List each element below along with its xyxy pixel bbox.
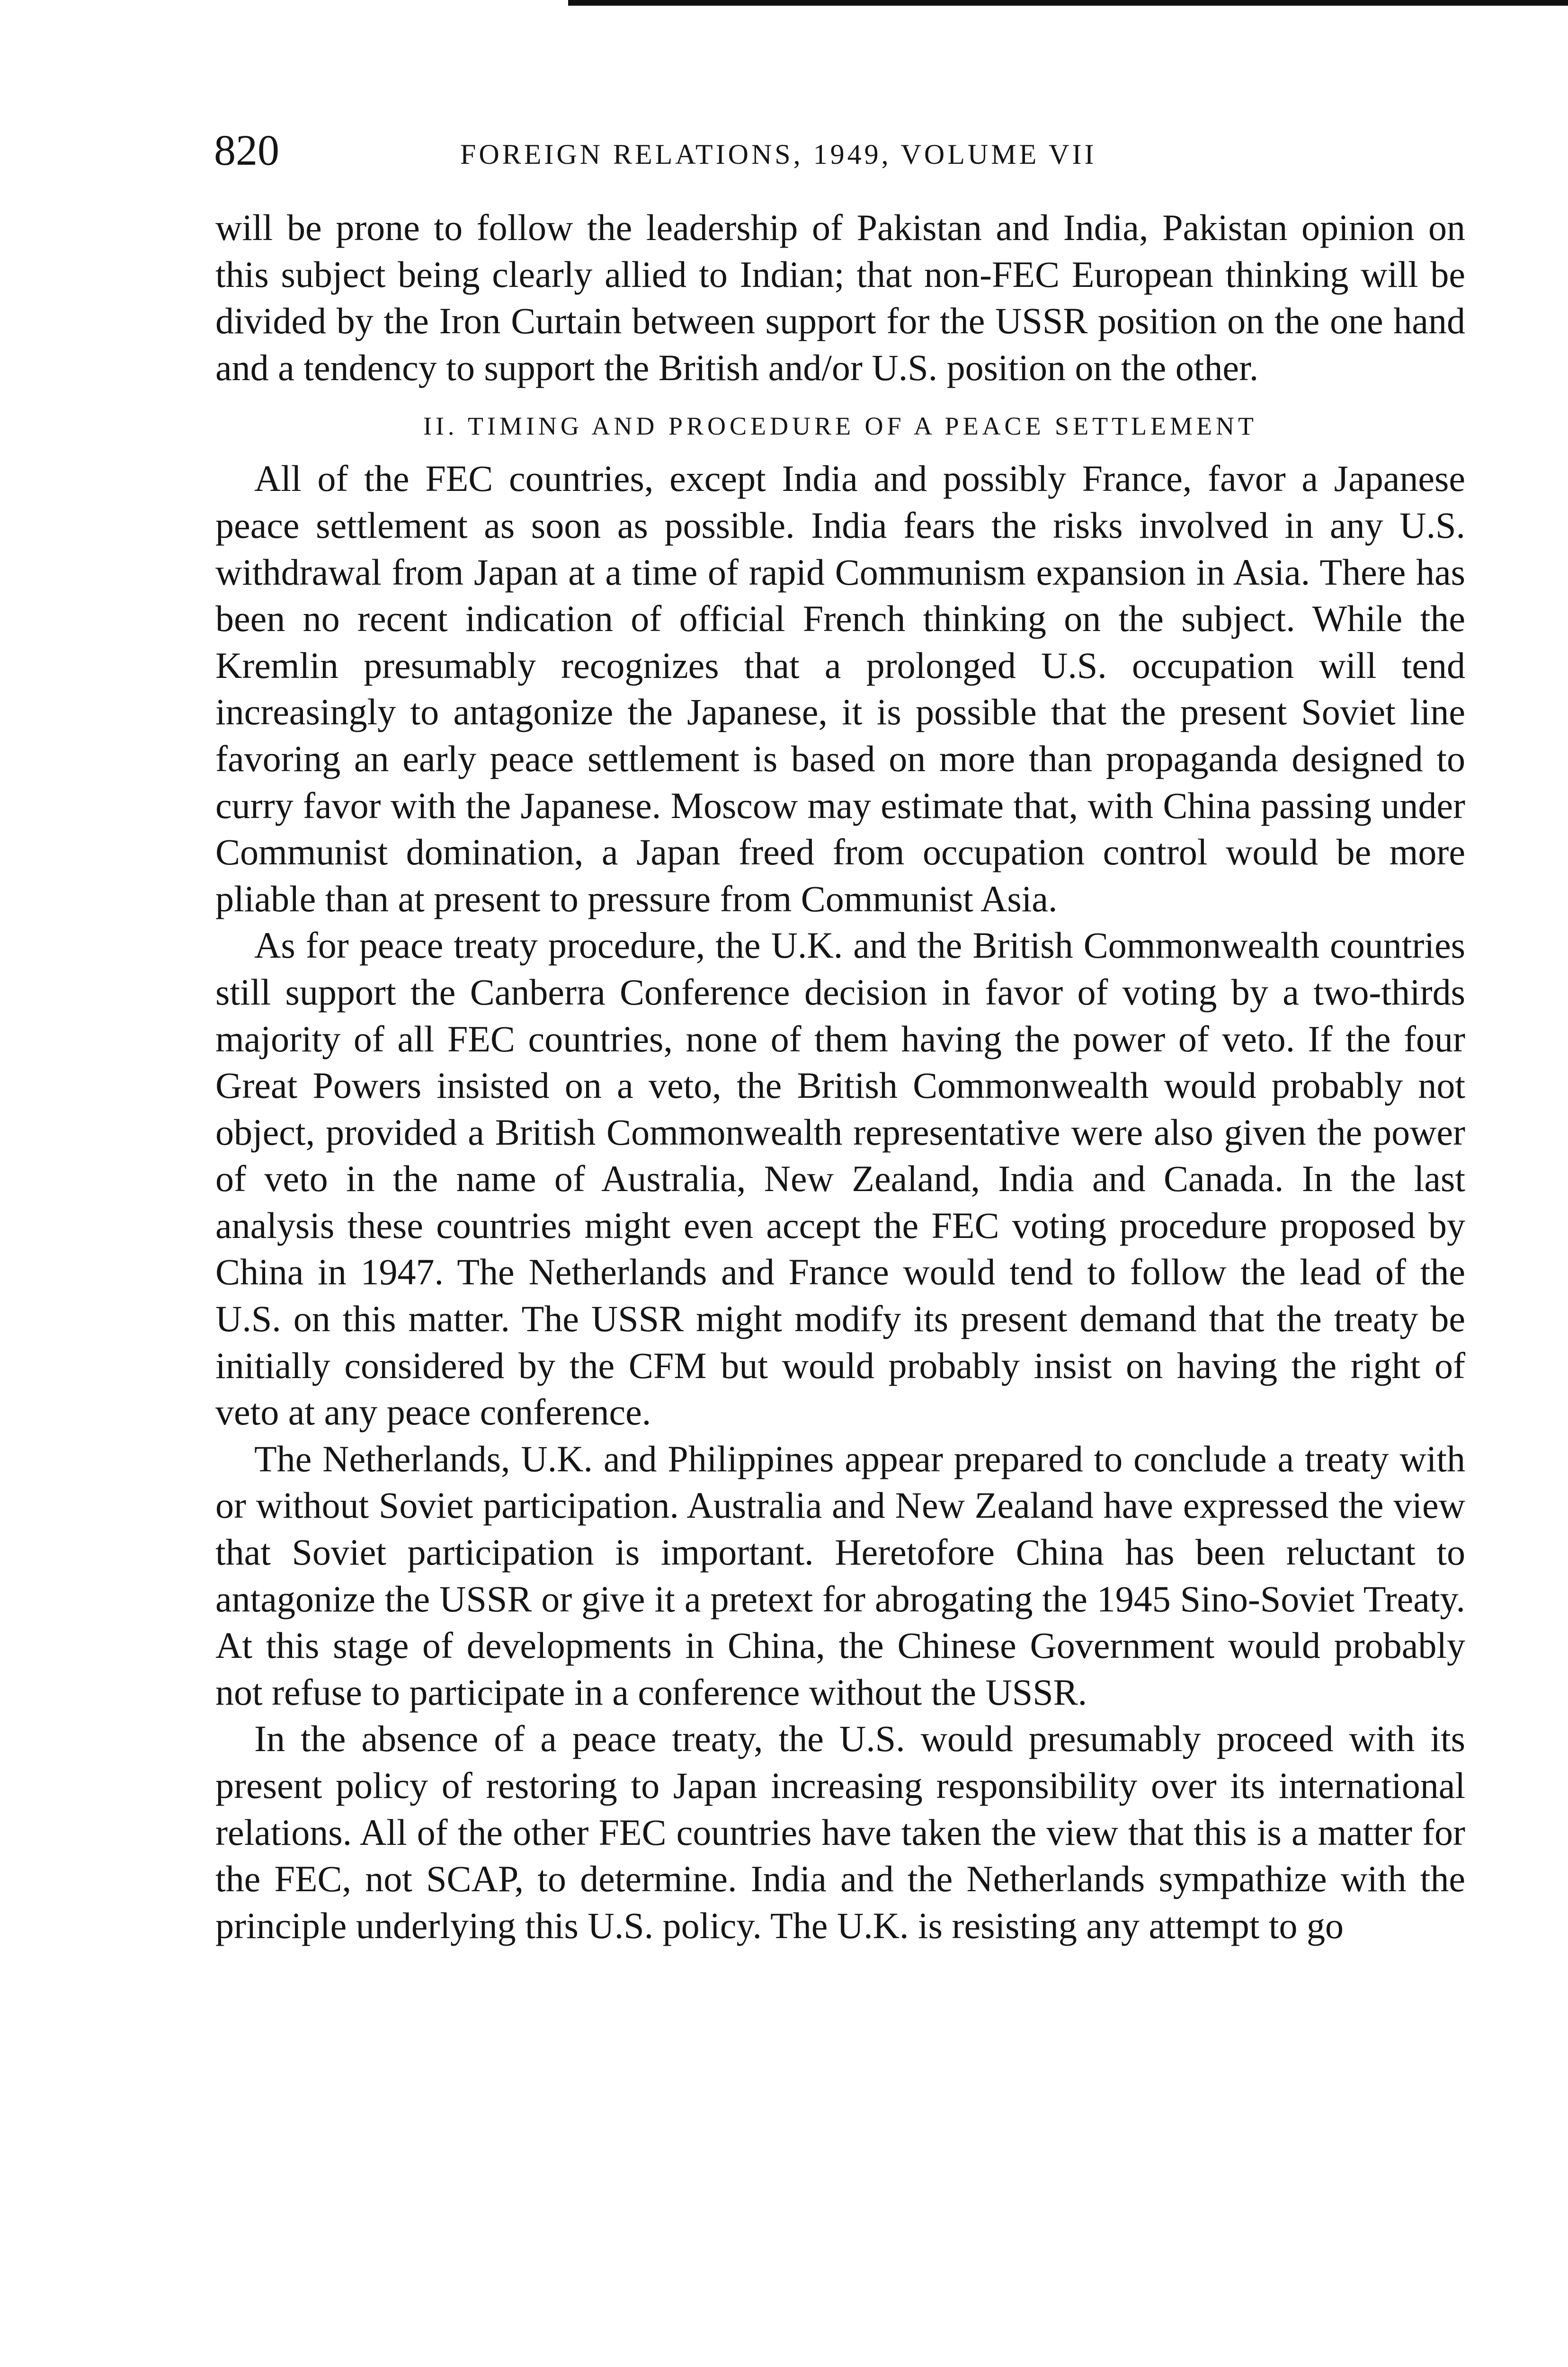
continuation-paragraph: will be prone to follow the leadership of Pakistan and India, Pakistan opinion on this subject being clearly allied to Indian; that non-FEC European thinking will be divided by the Iron Curtain between support for the USSR position on the one hand and a tendency to support the British and/or U.S. position on the other. [215,207,1465,388]
paragraph-timing: All of the FEC countries, except India and possibly France, favor a Japanese peace settlement as soon as possible. India fears the risks involved in any U.S. withdrawal from Japan at a time of rapid Communism expansion in Asia. There has been no recent indication of official French thinking on the subject. While the Kremlin presumably recognizes that a prolonged U.S. occupation will tend increasingly to antagonize the Japanese, it is possible that the present Soviet line favoring an early peace settlement is based on more than propaganda designed to curry favor with the Japanese. Moscow may estimate that, with China passing under Communist domination, a Japan freed from occupation control would be more pliable than at present to pressure from Communist Asia. [215,458,1465,919]
running-title: FOREIGN RELATIONS, 1949, VOLUME VII [460,139,1097,170]
paragraph-treaty-procedure: As for peace treaty procedure, the U.K. and the British Commonwealth countries still support the Canberra Conference decision in favor of voting by a two-thirds majority of all FEC countries, none of them having the power of veto. If the four Great Powers insisted on a veto, the British Commonwealth would probably not object, provided a British Commonwealth representative were also given the power of veto in the name of Australia, New Zealand, India and Canada. In the last analysis these countries might even accept the FEC voting procedure proposed by China in 1947. The Netherlands and France would tend to follow the lead of the U.S. on this matter. The USSR might modify its present demand that the treaty be initially considered by the CFM but would probably insist on having the right of veto at any peace conference. [215,925,1465,1433]
top-edge-rule [568,0,1568,6]
page-number: 820 [214,126,279,174]
paragraph-absence-of-treaty: In the absence of a peace treaty, the U.S. would presumably proceed with its present policy of restoring to Japan increasing responsibility over its international relations. All of the other FEC countries have taken the view that this is a matter for the FEC, not SCAP, to determine. India and the Netherlands sympathize with the principle underlying this U.S. policy. The U.K. is resisting any attempt to go [215,1718,1465,1946]
page-header [214,124,1469,181]
section-heading: II. TIMING AND PROCEDURE OF A PEACE SETTLEMENT [423,412,1258,441]
paragraph-soviet-participation: The Netherlands, U.K. and Philippines appear prepared to conclude a treaty with or without Soviet participation. Australia and New Zealand have expressed the view that Soviet participation is important. Heretofore China has been reluctant to antagonize the USSR or give it a pretext for abrogating the 1945 Sino-Soviet Treaty. At this stage of developments in China, the Chinese Government would probably not refuse to participate in a conference without the USSR. [215,1438,1465,1713]
text-column [215,205,1465,1949]
